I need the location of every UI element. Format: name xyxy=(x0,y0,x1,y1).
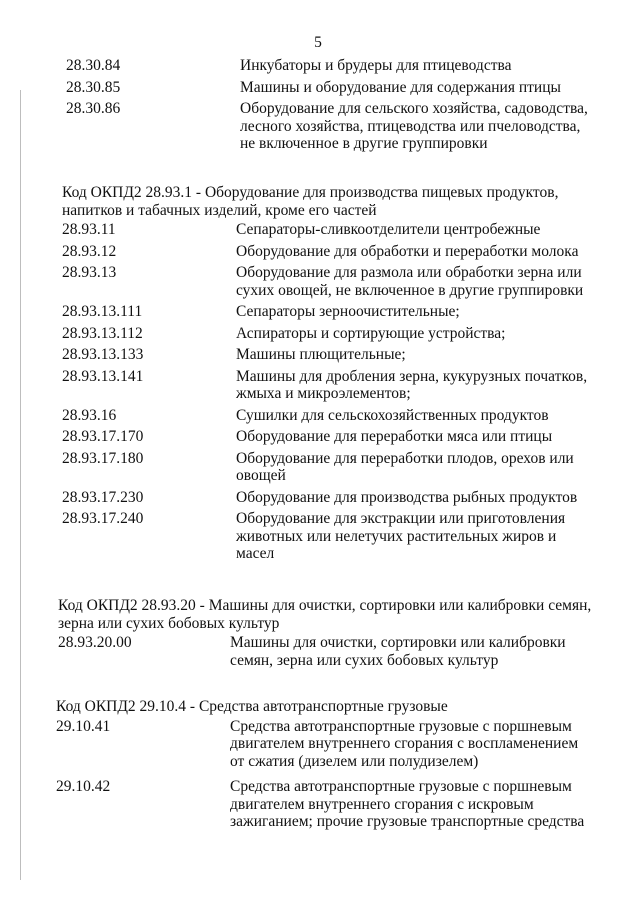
okpd-description: Сепараторы зерноочистительные; xyxy=(236,303,460,320)
okpd-description: Средства автотранспортные грузовые с поршневым двигателем внутреннего сгорания с искровым зажиганием; прочие грузовые транспортные средства xyxy=(230,778,585,830)
okpd-description: Сушилки для сельскохозяйственных продуктов xyxy=(236,406,549,424)
okpd-code: 28.30.85 xyxy=(66,78,121,96)
table-row xyxy=(62,450,597,485)
table-row xyxy=(62,346,597,364)
table-row xyxy=(66,100,596,153)
okpd-code: 28.93.13 xyxy=(62,264,117,281)
okpd-code: 29.10.41 xyxy=(56,717,111,735)
okpd-description: Инкубаторы и брудеры для птицеводства xyxy=(240,57,512,74)
okpd-description: Оборудование для переработки мяса или птицы xyxy=(236,428,553,445)
okpd-description: Машины для очистки, сортировки или калибровки семян, зерна или сухих бобовых культур xyxy=(230,634,566,669)
okpd-description: Машины плющительные; xyxy=(236,346,406,363)
table-row xyxy=(62,510,597,563)
classification-group-2 xyxy=(62,184,597,563)
okpd-description: Оборудование для сельского хозяйства, садоводства, лесного хозяйства, птицеводства или пчеловодства, не включенное в другие группировки xyxy=(240,100,588,152)
group-heading: Код ОКПД2 28.93.20 - Машины для очистки, сортировки или калибровки семян, зерна или сухих бобовых культур xyxy=(58,597,592,632)
okpd-code: 28.93.12 xyxy=(62,242,117,260)
table-row xyxy=(62,368,597,403)
okpd-description: Оборудование для экстракции или приготовления животных или нелетучих растительных жиров и масел xyxy=(236,510,566,562)
okpd-code: 28.93.11 xyxy=(62,221,116,238)
page-number: 5 xyxy=(314,34,322,51)
table-row xyxy=(62,264,597,299)
table-row xyxy=(66,79,596,97)
okpd-description: Машины и оборудование для содержания птицы xyxy=(240,78,561,96)
okpd-code: 28.30.84 xyxy=(66,57,121,74)
okpd-code: 28.93.17.230 xyxy=(62,488,144,506)
okpd-description: Средства автотранспортные грузовые с поршневым двигателем внутреннего сгорания с воспламенением от сжатия (дизелем или полудизелем) xyxy=(230,717,579,770)
classification-group-4 xyxy=(56,698,596,831)
okpd-code: 28.93.20.00 xyxy=(58,634,132,651)
table-row xyxy=(66,57,596,75)
table-row xyxy=(62,221,597,239)
table-row xyxy=(58,634,598,669)
okpd-code: 28.93.13.133 xyxy=(62,346,144,363)
group-heading: Код ОКПД2 29.10.4 - Средства автотранспортные грузовые xyxy=(56,698,448,715)
okpd-description: Оборудование для обработки и переработки молока xyxy=(236,242,579,260)
okpd-code: 28.93.13.111 xyxy=(62,303,143,320)
table-row xyxy=(56,778,596,831)
classification-group-1 xyxy=(66,57,596,153)
table-row xyxy=(62,407,597,425)
group-heading: Код ОКПД2 28.93.1 - Оборудование для производства пищевых продуктов, напитков и табачных изделий, кроме его частей xyxy=(62,184,559,219)
table-row xyxy=(56,718,596,771)
okpd-description: Оборудование для переработки плодов, орехов или овощей xyxy=(236,449,574,484)
okpd-code: 28.93.17.170 xyxy=(62,428,144,445)
okpd-code: 29.10.42 xyxy=(56,778,111,795)
okpd-description: Аспираторы и сортирующие устройства; xyxy=(236,324,506,342)
okpd-description: Оборудование для производства рыбных продуктов xyxy=(236,488,578,506)
okpd-code: 28.93.13.141 xyxy=(62,367,144,385)
okpd-description: Оборудование для размола или обработки зерна или сухих овощей, не включенное в другие группировки xyxy=(236,264,584,299)
table-row xyxy=(62,303,597,321)
okpd-code: 28.30.86 xyxy=(66,100,121,117)
table-row xyxy=(62,489,597,507)
scan-edge-line xyxy=(20,90,21,880)
table-row xyxy=(62,243,597,261)
classification-group-3 xyxy=(58,597,598,669)
okpd-code: 28.93.17.180 xyxy=(62,449,144,467)
okpd-code: 28.93.16 xyxy=(62,406,117,424)
table-row xyxy=(62,325,597,343)
okpd-code: 28.93.17.240 xyxy=(62,510,144,527)
okpd-description: Сепараторы-сливкоотделители центробежные xyxy=(236,221,541,238)
okpd-code: 28.93.13.112 xyxy=(62,324,143,342)
okpd-description: Машины для дробления зерна, кукурузных початков, жмыха и микроэлементов; xyxy=(236,367,588,402)
table-row xyxy=(62,428,597,446)
